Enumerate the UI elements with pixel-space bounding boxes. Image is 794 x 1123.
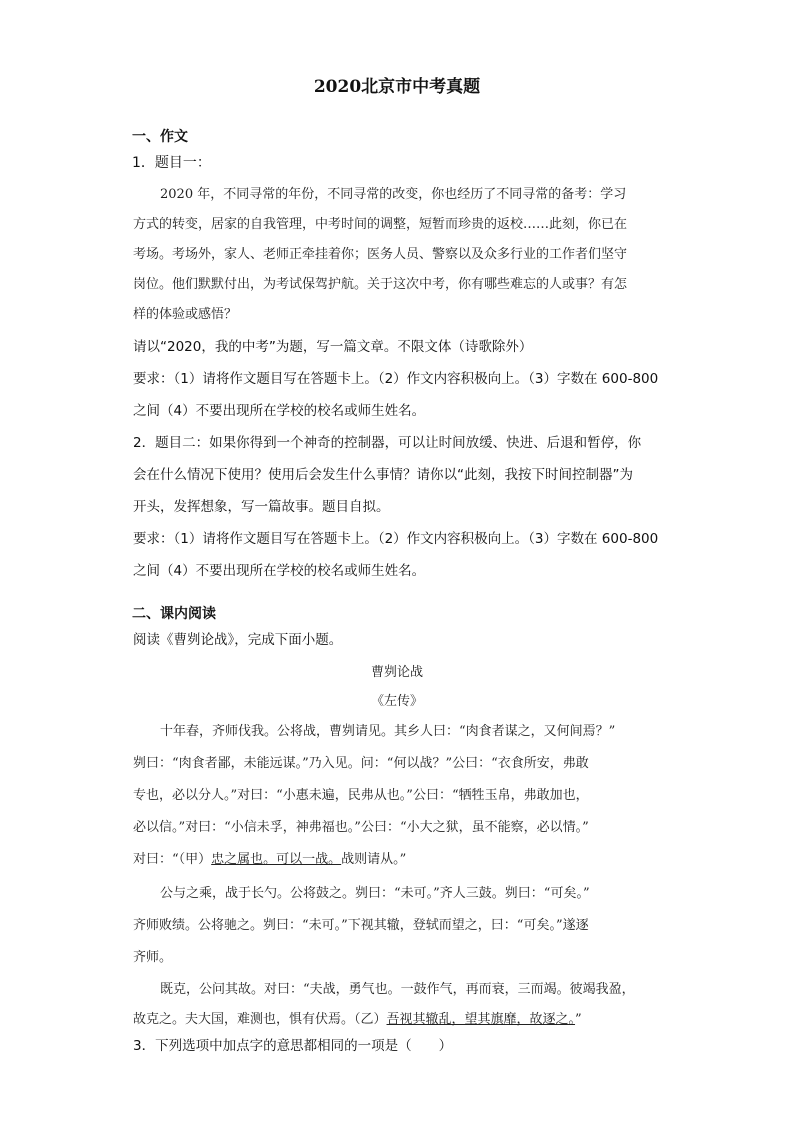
passage-text: 故克之。夫大国，难测也，惧有伏焉。（乙） (133, 1012, 387, 1027)
question-1-label: 1．题目一： (132, 155, 211, 171)
passage-title: 曹刿论战 (370, 665, 423, 680)
passage-text: 战则请从。” (341, 852, 407, 867)
question-1-line: 方式的转变，居家的自我管理，中考时间的调整，短暂而珍贵的返校……此刻，你已在 (133, 217, 628, 232)
passage-line-marked-yi (133, 1008, 582, 1027)
question-1-line: 考场。考场外，家人、老师正牵挂着你；医务人员、警察以及众多行业的工作者们坚守 (133, 247, 628, 262)
underlined-sentence-jia: 忠之属也。可以一战。 (211, 852, 342, 867)
passage-line-marked-jia (133, 848, 406, 867)
passage-source: 《左传》 (370, 694, 423, 709)
question-2-line: 开头，发挥想象，写一篇故事。题目自拟。 (133, 499, 390, 515)
question-2-requirement: 要求：（1）请将作文题目写在答题卡上。（2）作文内容积极向上。（3）字数在 600-800 (133, 531, 659, 547)
question-1-line: 岗位。他们默默付出，为考试保驾护航。关于这次中考，你有哪些难忘的人或事？有怎 (133, 277, 628, 292)
question-2-line: 2．题目二：如果你得到一个神奇的控制器，可以让时间放缓、快进、后退和暂停，你 (133, 435, 642, 451)
passage-text: 对曰：“（甲） (133, 852, 212, 867)
question-1-prompt: 请以“2020，我的中考”为题，写一篇文章。不限文体（诗歌除外） (133, 339, 533, 355)
reading-intro: 阅读《曹刿论战》，完成下面小题。 (133, 632, 343, 648)
passage-line: 必以信。”对曰：“小信未孚，神弗福也。”公曰：“小大之狱，虽不能察，必以情。” (133, 820, 589, 835)
question-2-line: 会在什么情况下使用？使用后会发生什么事情？请你以“此刻，我按下时间控制器”为 (133, 467, 633, 483)
passage-line: 公与之乘，战于长勺。公将鼓之。刿曰：“未可。”齐人三鼓。刿曰：“可矣。” (160, 886, 590, 901)
passage-line: 专也，必以分人。”对曰：“小惠未遍，民弗从也。”公曰：“牺牲玉帛，弗敢加也， (133, 788, 589, 803)
passage-text: ” (575, 1012, 582, 1027)
underlined-sentence-yi: 吾视其辙乱，望其旗靡，故逐之。 (386, 1012, 576, 1027)
section-heading-composition: 一、作文 (132, 129, 188, 145)
passage-line: 刿曰：“肉食者鄙，未能远谋。”乃入见。问：“何以战？”公曰：“衣食所安，弗敢 (133, 756, 589, 771)
question-1-requirement: 要求：（1）请将作文题目写在答题卡上。（2）作文内容积极向上。（3）字数在 600-800 (133, 371, 659, 387)
question-2-requirement: 之间（4）不要出现所在学校的校名或师生姓名。 (133, 563, 426, 579)
question-1-requirement: 之间（4）不要出现所在学校的校名或师生姓名。 (133, 403, 426, 419)
passage-line: 既克，公问其故。对曰：“夫战，勇气也。一鼓作气，再而衰，三而竭。彼竭我盈， (160, 982, 635, 997)
question-3: 3．下列选项中加点字的意思都相同的一项是（ ） (133, 1038, 453, 1054)
passage-line: 齐师。 (133, 950, 173, 965)
passage-line: 十年春，齐师伐我。公将战，曹刿请见。其乡人曰：“肉食者谋之，又何间焉？” (160, 724, 616, 739)
section-heading-reading: 二、课内阅读 (132, 606, 216, 622)
question-1-line: 样的体验或感悟？ (133, 307, 238, 322)
page-title: 2020北京市中考真题 (313, 77, 481, 97)
passage-line: 齐师败绩。公将驰之。刿曰：“未可。”下视其辙，登轼而望之，曰：“可矣。”遂逐 (133, 918, 589, 933)
question-1-line: 2020 年，不同寻常的年份，不同寻常的改变，你也经历了不同寻常的备考：学习 (160, 187, 627, 202)
